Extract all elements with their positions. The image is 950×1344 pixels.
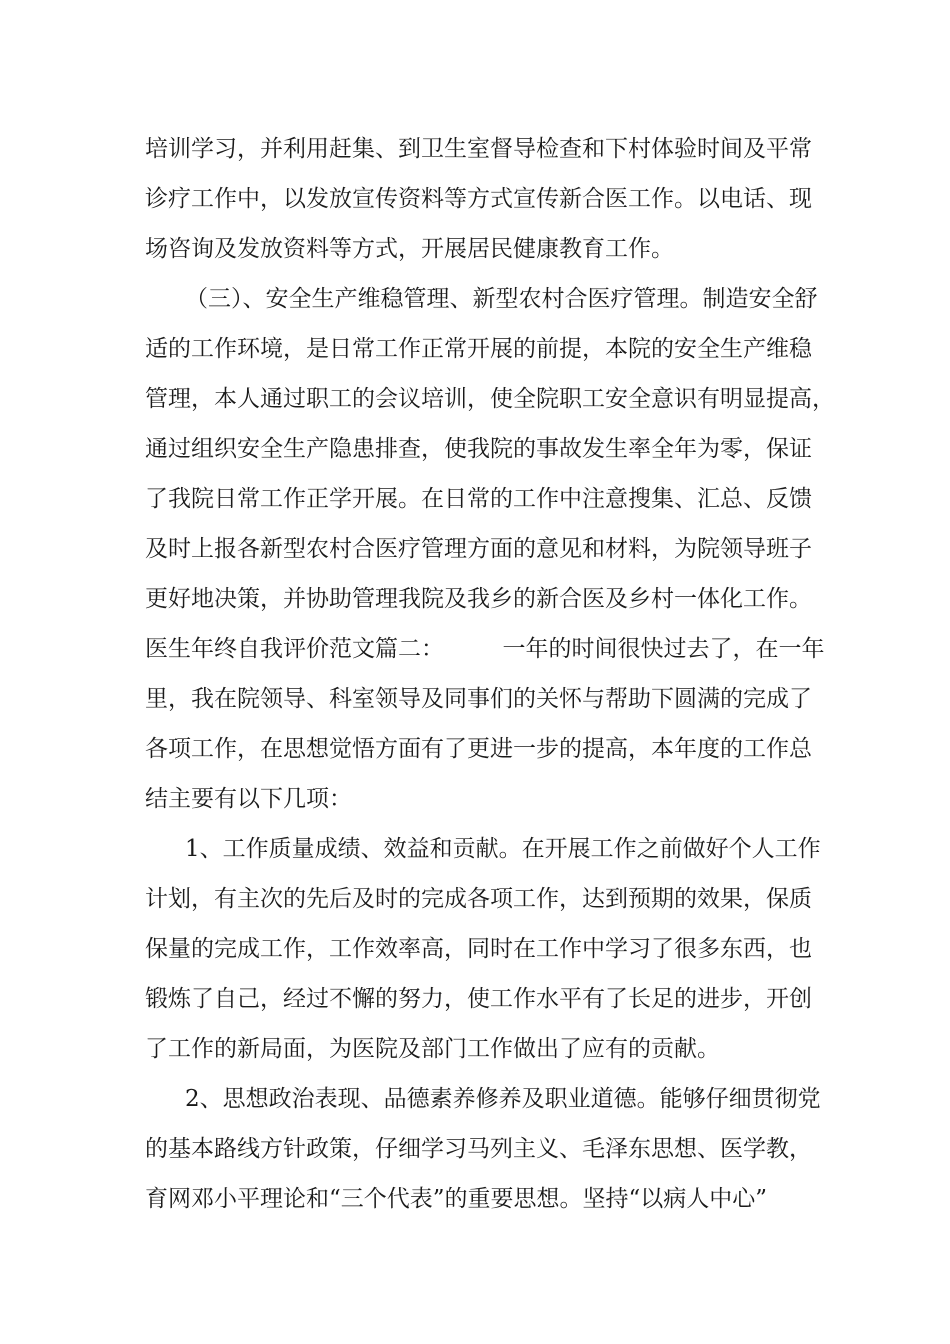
text-line: 培训学习，并利用赶集、到卫生室督导检查和下村体验时间及平常 [145, 136, 812, 162]
paragraph-start-line: 1、工作质量成绩、效益和贡献。在开展工作之前做好个人工作 [185, 836, 821, 862]
text-line: 各项工作，在思想觉悟方面有了更进一步的提高，本年度的工作总 [145, 736, 812, 762]
text-line: 计划，有主次的先后及时的完成各项工作，达到预期的效果，保质 [145, 886, 812, 912]
text-line: 适的工作环境，是日常工作正常开展的前提，本院的安全生产维稳 [145, 336, 812, 362]
text-line: 结主要有以下几项： [145, 786, 352, 812]
text-line: 育网邓小平理论和“三个代表”的重要思想。坚持“以病人中心” [145, 1186, 768, 1212]
text-line: 更好地决策，并协助管理我院及我乡的新合医及乡村一体化工作。 [145, 586, 812, 612]
text-line: 通过组织安全生产隐患排查，使我院的事故发生率全年为零，保证 [145, 436, 812, 462]
paragraph-start-line: （三）、安全生产维稳管理、新型农村合医疗管理。制造安全舒 [185, 286, 818, 312]
text-line: 里，我在院领导、科室领导及同事们的关怀与帮助下圆满的完成了 [145, 686, 812, 712]
text-line: 场咨询及发放资料等方式，开展居民健康教育工作。 [145, 236, 674, 262]
section-heading-line: 医生年终自我评价范文篇二： 一年的时间很快过去了，在一年 [145, 636, 825, 662]
text-line: 锻炼了自己，经过不懈的努力，使工作水平有了长足的进步，开创 [145, 986, 812, 1012]
paragraph-start-line: 2、思想政治表现、品德素养修养及职业道德。能够仔细贯彻党 [185, 1086, 821, 1112]
text-line: 管理，本人通过职工的会议培训，使全院职工安全意识有明显提高， [145, 386, 835, 412]
text-line: 了我院日常工作正学开展。在日常的工作中注意搜集、汇总、反馈 [145, 486, 812, 512]
text-line: 的基本路线方针政策，仔细学习马列主义、毛泽东思想、医学教， [145, 1136, 812, 1162]
text-line: 诊疗工作中，以发放宣传资料等方式宣传新合医工作。以电话、现 [145, 186, 812, 212]
text-line: 及时上报各新型农村合医疗管理方面的意见和材料，为院领导班子 [145, 536, 812, 562]
text-line: 了工作的新局面，为医院及部门工作做出了应有的贡献。 [145, 1036, 720, 1062]
text-line: 保量的完成工作，工作效率高，同时在工作中学习了很多东西，也 [145, 936, 812, 962]
